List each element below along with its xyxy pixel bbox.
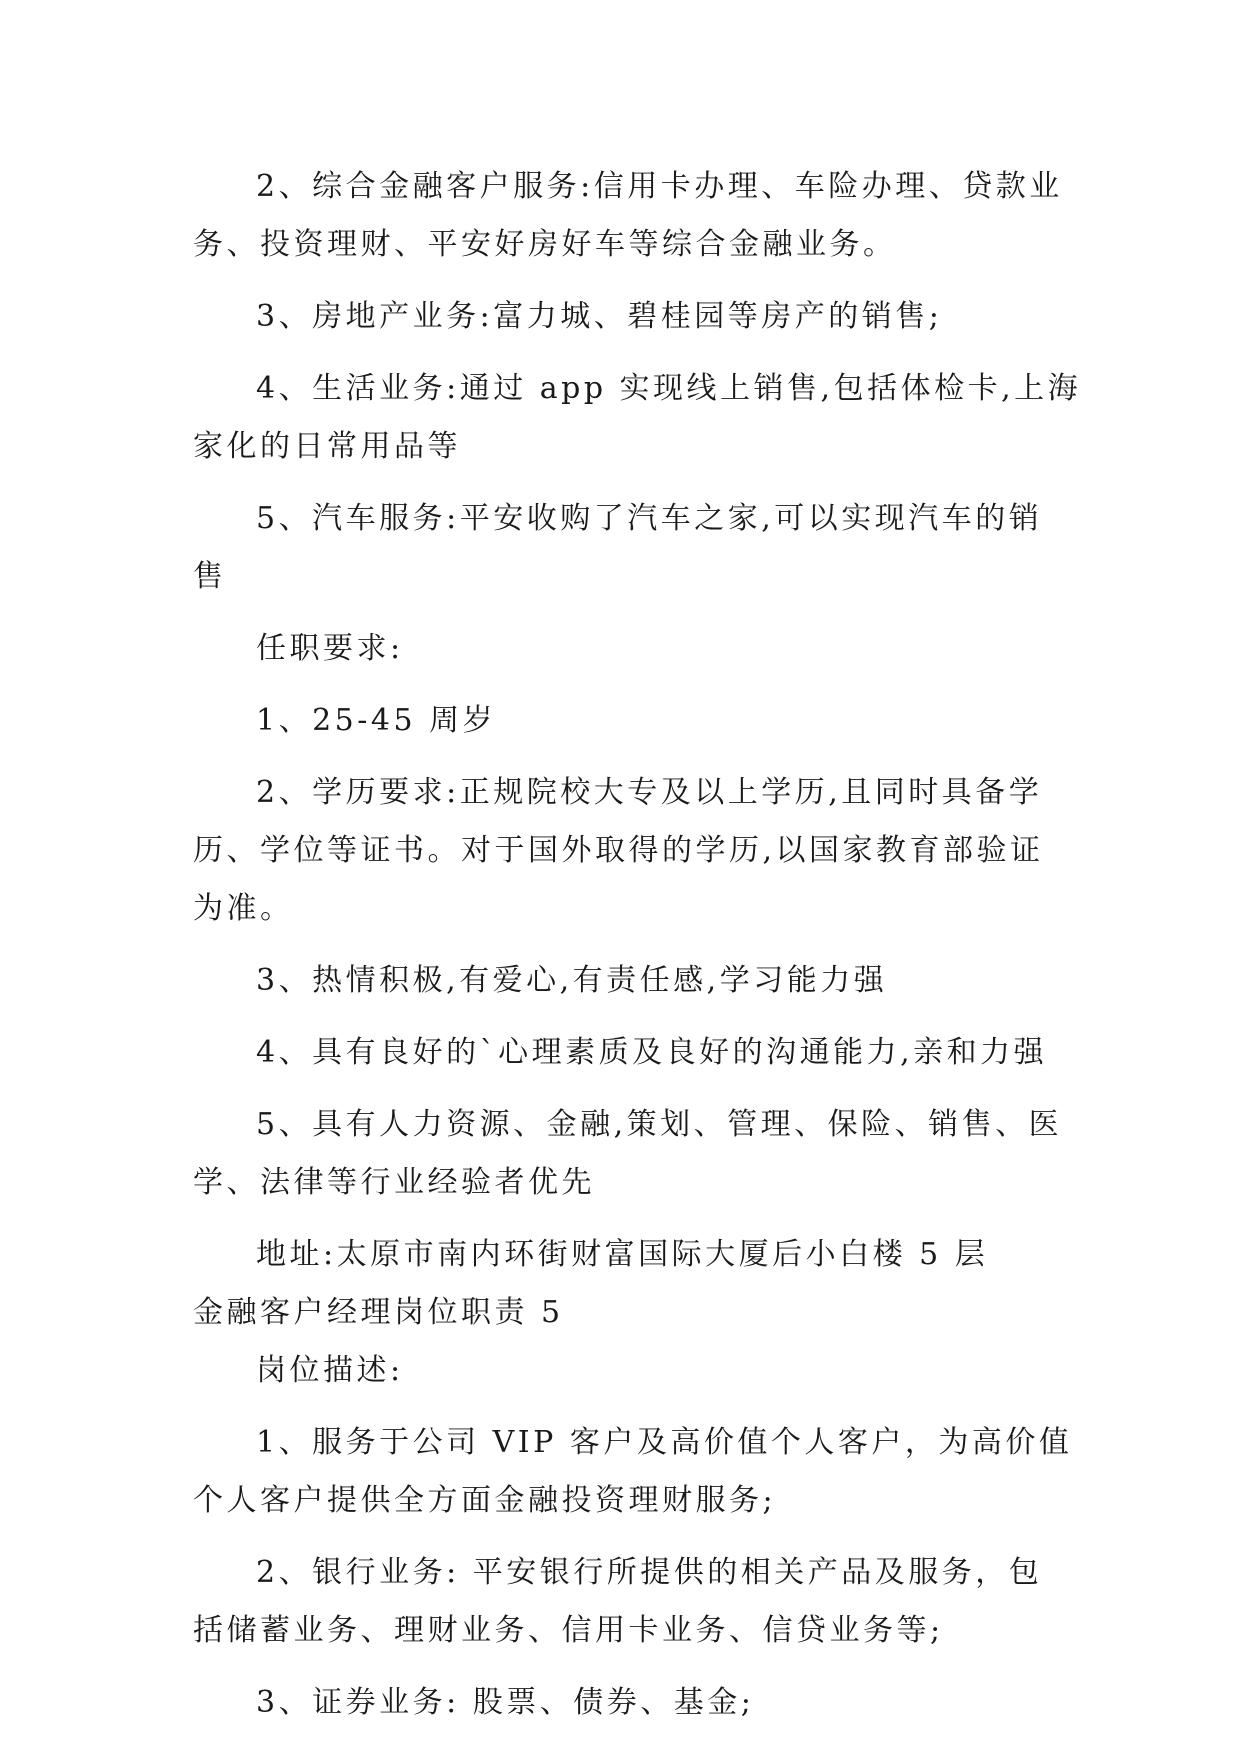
text-line: 1、25-45 周岁 — [256, 703, 497, 738]
address-line: 地址:太原市南内环街财富国际大厦后小白楼 5 层 — [256, 1237, 989, 1272]
text-line: 2、银行业务: 平安银行所提供的相关产品及服务，包 — [256, 1555, 1043, 1590]
text-line: 2、综合金融客户服务:信用卡办理、车险办理、贷款业 — [256, 169, 1063, 204]
text-line: 括储蓄业务、理财业务、信用卡业务、信贷业务等; — [193, 1613, 944, 1648]
text-line: 个人客户提供全方面金融投资理财服务; — [193, 1483, 777, 1518]
text-line: 4、生活业务:通过 app 实现线上销售,包括体检卡,上海 — [256, 371, 1082, 406]
text-line: 5、汽车服务:平安收购了汽车之家,可以实现汽车的销 — [256, 501, 1043, 536]
section-heading: 岗位描述: — [256, 1353, 404, 1388]
text-line: 3、证券业务: 股票、债券、基金; — [256, 1685, 755, 1720]
text-line: 家化的日常用品等 — [193, 429, 461, 464]
text-line: 3、热情积极,有爱心,有责任感,学习能力强 — [256, 963, 888, 998]
document-page — [193, 158, 1082, 1732]
text-line: 售 — [193, 559, 227, 594]
text-line: 历、学位等证书。对于国外取得的学历,以国家教育部验证 — [193, 833, 1044, 868]
text-line: 5、具有人力资源、金融,策划、管理、保险、销售、医 — [256, 1107, 1063, 1142]
text-line: 务、投资理财、平安好房好车等综合金融业务。 — [193, 227, 897, 262]
section-heading: 任职要求: — [256, 631, 404, 666]
text-line: 4、具有良好的`心理素质及良好的沟通能力,亲和力强 — [256, 1035, 1048, 1070]
text-line: 1、服务于公司 VIP 客户及高价值个人客户，为高价值 — [256, 1425, 1073, 1460]
text-line: 3、房地产业务:富力城、碧桂园等房产的销售; — [256, 299, 943, 334]
text-line: 为准。 — [193, 891, 294, 926]
text-line: 学、法律等行业经验者优先 — [193, 1165, 595, 1200]
section-title: 金融客户经理岗位职责 5 — [193, 1295, 564, 1330]
text-line: 2、学历要求:正规院校大专及以上学历,且同时具备学 — [256, 775, 1043, 810]
